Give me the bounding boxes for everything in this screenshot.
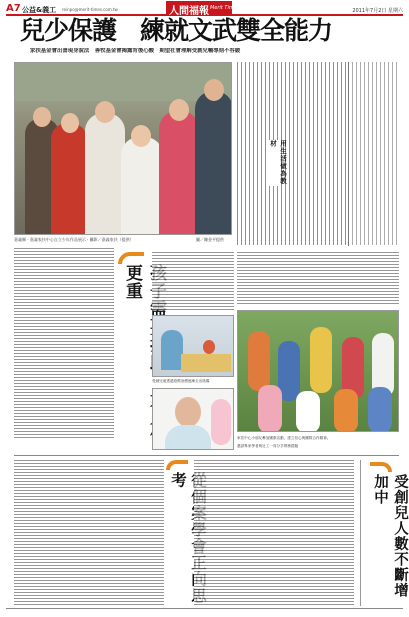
section-email: reinpo@merit-times.com.tw <box>62 7 118 12</box>
headline-accent <box>166 460 188 470</box>
portrait-cartoon <box>211 399 231 445</box>
group-photo <box>237 310 399 432</box>
headline-accent <box>118 252 144 264</box>
article-text-sidebar <box>352 62 399 245</box>
article-text-right-top <box>237 62 347 245</box>
photo-child-5 <box>159 111 199 235</box>
photo-face-6 <box>204 79 224 101</box>
vertical-headline-2-text: 考 <box>169 472 188 489</box>
group-person-7 <box>296 391 320 432</box>
masthead <box>6 3 403 16</box>
therapy-child <box>161 330 183 370</box>
article-text-left-middle <box>14 248 114 440</box>
main-photo-credit: 圖／陳金平提供 <box>196 237 224 242</box>
photo-face-1 <box>33 107 51 127</box>
photo-face-2 <box>61 113 79 133</box>
photo-face-4 <box>131 125 151 147</box>
main-photo-caption: 嘉義縣 · 嘉義家扶中心自立少年作品展示 · 攝影／嘉義家扶（提供） <box>14 237 134 242</box>
paper-name-en: Merit Times <box>210 5 240 11</box>
therapy-toy <box>203 340 215 354</box>
vertical-headline-2 <box>166 460 190 606</box>
article-text-bottom-middle <box>194 460 354 606</box>
therapy-photo <box>152 315 234 377</box>
photo-adult <box>195 91 232 235</box>
group-person-1 <box>248 331 270 391</box>
issue-date: 2011年7月2日 星期六 <box>352 8 403 14</box>
group-person-6 <box>258 385 282 432</box>
headline-accent <box>370 462 392 472</box>
photo-child-3 <box>85 113 125 235</box>
page-title: 兒少保護 練就文武雙全能力 <box>20 16 333 45</box>
portrait-photo <box>152 388 234 450</box>
photo-child-2 <box>51 123 87 235</box>
article-text-bottom-left <box>14 460 164 606</box>
group-photo-caption-1: 家扶中心小朋友參加團康活動，建立信心與團隊合作精神。 <box>237 436 331 440</box>
subtitle: 家扶基金會出書現身說法 善牧基金會揭露背後心酸 期望社會理解受創兒輔導刻不容緩 <box>30 48 241 54</box>
article-text-right-middle <box>237 252 399 306</box>
page-label: A7 <box>6 3 21 14</box>
bottom-right-divider <box>360 460 361 606</box>
photo-face-5 <box>169 99 189 121</box>
section-subhead-text: 用生活做為教材 <box>269 140 287 185</box>
photo-child-4 <box>121 137 163 235</box>
article-text-middle <box>152 252 234 310</box>
page-bottom-rule <box>6 608 403 609</box>
photo-face-3 <box>95 101 115 123</box>
group-person-9 <box>368 387 392 432</box>
group-photo-caption-2: 邀請專家學者與社工一同分享實務經驗 <box>237 444 299 448</box>
portrait-body <box>165 425 211 450</box>
vertical-headline-1-text: 更重 <box>122 264 142 300</box>
group-person-8 <box>334 389 358 432</box>
portrait-face <box>175 397 201 427</box>
sidebar-divider <box>348 62 349 246</box>
paper-logo <box>166 1 240 17</box>
vertical-headline-3 <box>366 462 409 606</box>
section-label: 公益&義工 <box>22 6 57 14</box>
vertical-headline-1 <box>118 252 146 442</box>
group-person-3 <box>310 327 332 393</box>
section-subhead <box>268 140 287 186</box>
paper-name: 人間福報 <box>169 6 209 17</box>
vertical-headline-3-text: 受創兒人數不斷增加中 <box>372 474 409 598</box>
main-photo <box>14 62 232 235</box>
section-divider <box>14 455 399 456</box>
therapy-caption: 受創兒童透過遊戲治療逐漸走出陰霾 <box>152 379 210 383</box>
therapy-table <box>181 354 231 372</box>
